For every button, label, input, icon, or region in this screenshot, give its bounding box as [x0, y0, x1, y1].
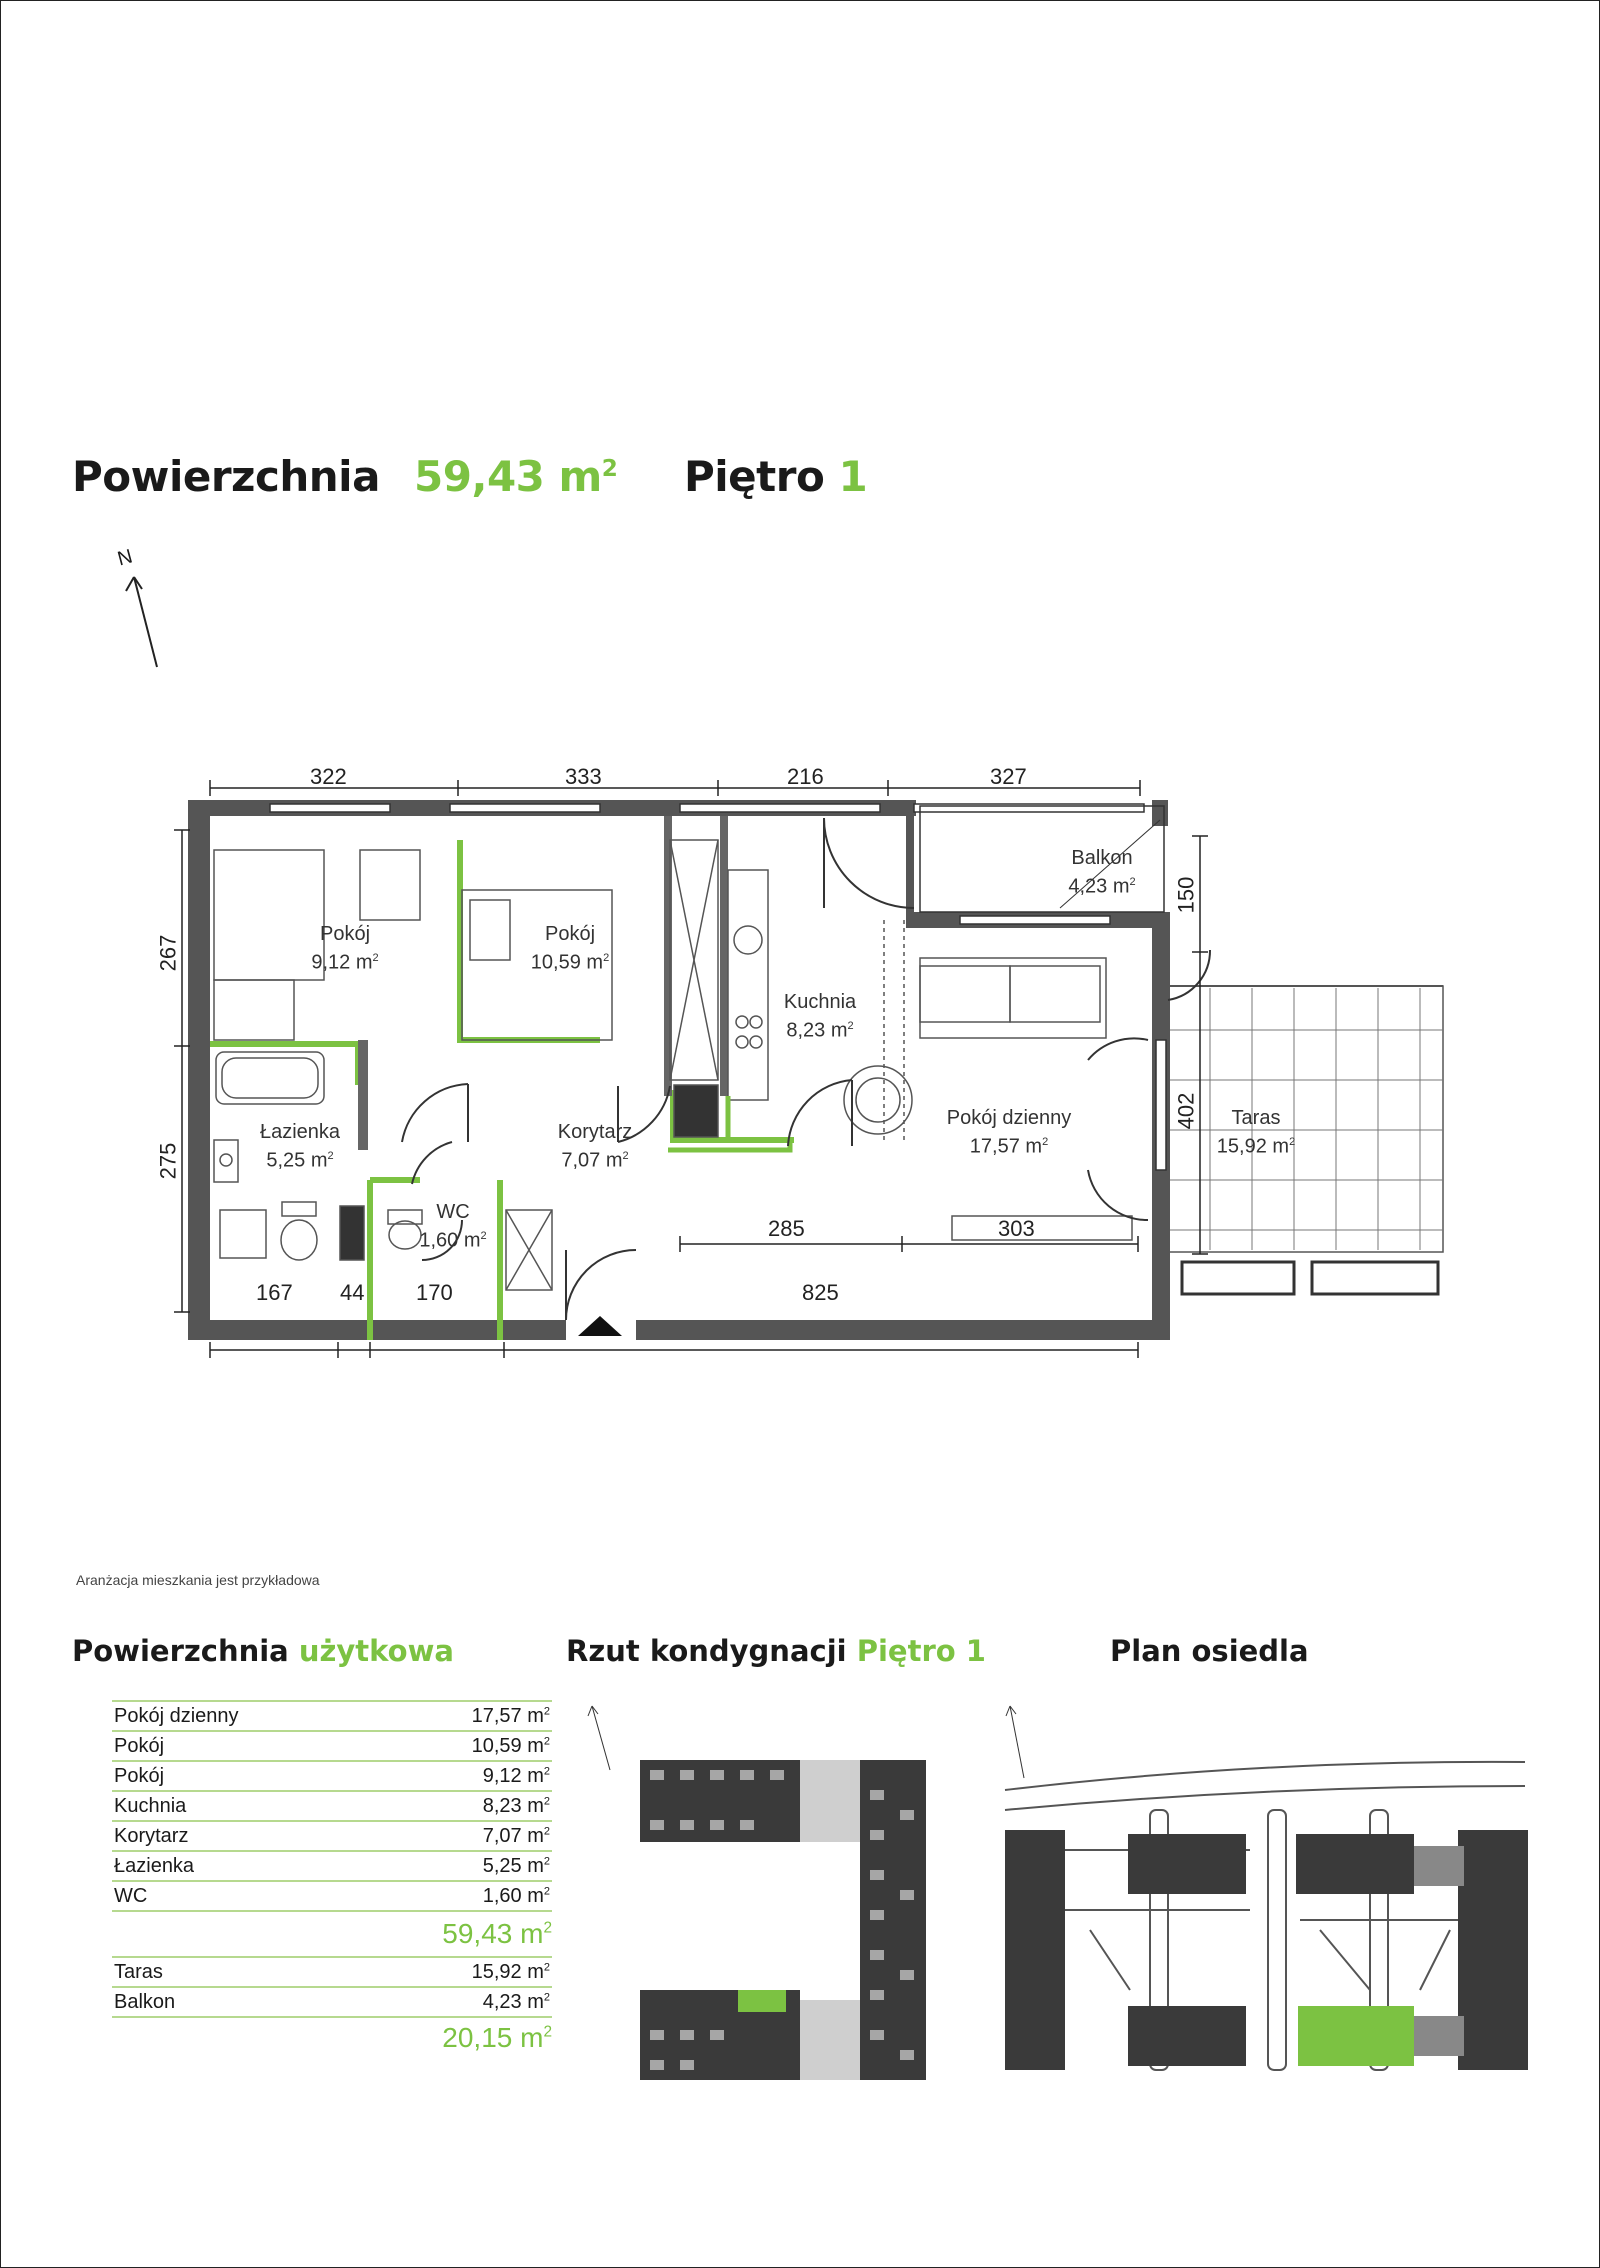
table-row: Balkon 4,23 $m^2$: [112, 1987, 552, 2017]
dim-top-3: 216: [787, 764, 824, 789]
outer-walls: [188, 800, 1170, 1340]
dim-bottom-3: 170: [416, 1280, 453, 1305]
area-heading: [72, 452, 617, 501]
room-label: Pokój 9,12 $m^2$: [311, 923, 379, 974]
room-label: Taras 15,92 $m^2$: [1216, 1107, 1296, 1158]
table-row: Pokój 10,59 $m^2$: [112, 1731, 552, 1761]
dim-left-2: 275: [155, 1142, 181, 1180]
table-row: Korytarz 7,07 $m^2$: [112, 1821, 552, 1851]
north-arrow-icon: [588, 1706, 610, 1770]
room-label: Pokój dzienny 17,57 $m^2$: [946, 1107, 1072, 1158]
room-label: Pokój 10,59 $m^2$: [530, 923, 610, 974]
dim-bottom-4: 825: [802, 1280, 839, 1305]
floor-plan-drawing: [0, 740, 1600, 1360]
room-label: Łazienka 5,25 $m^2$: [259, 1121, 341, 1172]
room-label: Balkon 4,23 $m^2$: [1068, 847, 1136, 898]
extra-total: 20,15 $m^2$: [442, 2022, 552, 2053]
table-row: Kuchnia 8,23 $m^2$: [112, 1791, 552, 1821]
usable-total: 59,43 $m^2$: [112, 1912, 552, 1958]
table-row: WC 1,60 $m^2$: [112, 1881, 552, 1911]
floor-heading: [684, 452, 867, 501]
arrangement-note: Aranżacja mieszkania jest przykładowa: [76, 1572, 320, 1588]
dim-top-4: 327: [990, 764, 1027, 789]
table-row: Pokój dzienny 17,57 $m^2$: [112, 1702, 552, 1731]
usable-area-table: [112, 1700, 552, 2058]
area-value: 59,43 $m^2$: [414, 452, 618, 501]
floor-plan-title: Rzut kondygnacji Piętro 1: [566, 1634, 986, 1668]
floor-label: Piętro: [684, 452, 825, 501]
north-label: N: [115, 545, 135, 571]
building-floor-plan: [580, 1690, 960, 2080]
living-room-fixtures: [844, 920, 1132, 1240]
room-label: Korytarz 7,07 $m^2$: [557, 1121, 633, 1172]
table-row: Pokój 9,12 $m^2$: [112, 1761, 552, 1791]
entrance-arrow-icon: [578, 1316, 622, 1336]
dim-right-1: 150: [1173, 876, 1199, 914]
dim-inner-2: 303: [998, 1216, 1035, 1241]
table-row: Łazienka 5,25 $m^2$: [112, 1851, 552, 1881]
dim-left-1: 267: [155, 934, 181, 972]
dim-top-1: 322: [310, 764, 347, 789]
site-plan-title: Plan osiedla: [1110, 1634, 1309, 1668]
dim-bottom-1: 167: [256, 1280, 293, 1305]
room-label: Kuchnia 8,23 $m^2$: [783, 991, 857, 1042]
site-plan-map: [1000, 1690, 1530, 2080]
dim-bottom-2: 44: [340, 1280, 365, 1305]
dim-inner-1: 285: [768, 1216, 805, 1241]
floor-value: 1: [838, 452, 868, 501]
table-row: Taras 15,92 $m^2$: [112, 1958, 552, 1987]
north-arrow-icon: [1006, 1706, 1024, 1778]
room-label: WC 1,60 $m^2$: [419, 1201, 487, 1252]
area-label: Powierzchnia: [72, 452, 380, 501]
usable-area-title: Powierzchnia użytkowa: [72, 1634, 454, 1668]
dim-right-2: 402: [1173, 1092, 1199, 1130]
dim-top-2: 333: [565, 764, 602, 789]
